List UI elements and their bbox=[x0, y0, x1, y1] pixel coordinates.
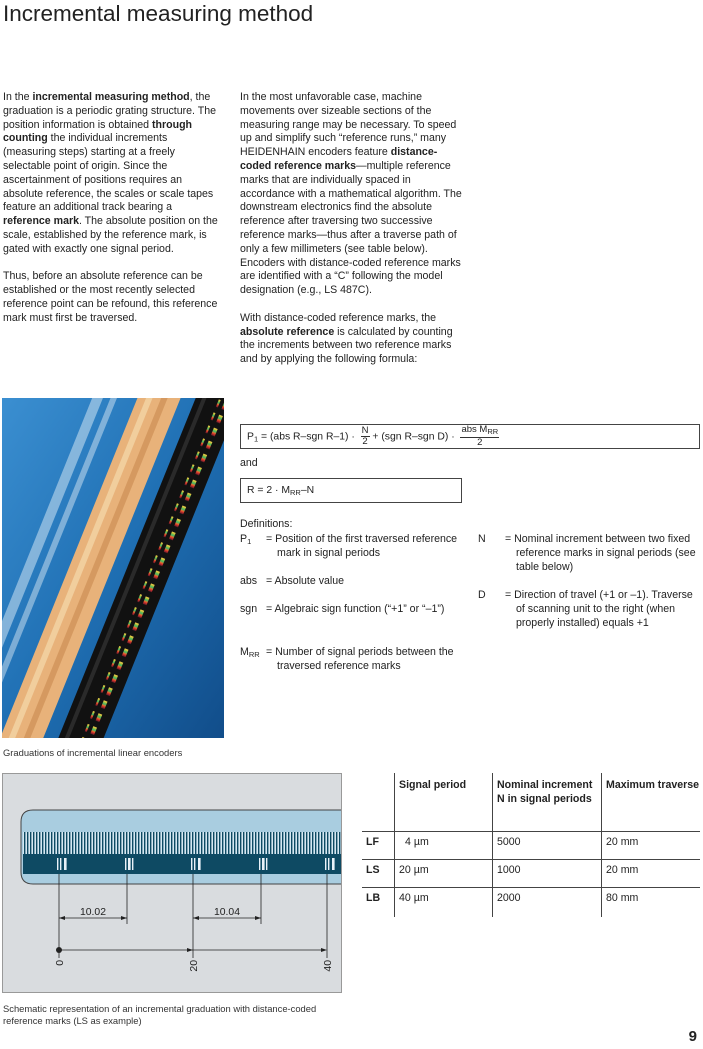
fraction-numerator-sub: RR bbox=[487, 427, 499, 436]
definition-term bbox=[240, 646, 260, 662]
traverse-cell: 20 mm bbox=[602, 831, 701, 859]
formula2-term-2: –N bbox=[300, 485, 315, 496]
header-nominal-increment: Nominal increment N in signal periods bbox=[493, 773, 602, 831]
bold-term: absolute reference bbox=[240, 325, 335, 338]
traverse-cell: 20 mm bbox=[602, 859, 701, 887]
definition-sgn bbox=[240, 603, 470, 633]
signal-cell: 40 µm bbox=[395, 887, 493, 917]
definition-term: sgn bbox=[240, 603, 258, 615]
text-run: is calculated by counting the increments between two reference marks and by applying the following formula: bbox=[240, 325, 453, 366]
term-text: M bbox=[240, 646, 249, 658]
definition-desc: = Position of the first traversed reference mark in signal periods bbox=[266, 533, 458, 559]
text-run: In the most unfavorable case, machine movements over sizeable sections of the measuring range may be necessary. To speed up and simplify such “reference runs,” many HEIDENHAIN encoders feature bbox=[240, 91, 457, 159]
table-corner bbox=[362, 773, 395, 831]
definition-d bbox=[478, 589, 700, 647]
axis-label-20: 20 bbox=[189, 960, 200, 972]
signal-cell: 20 µm bbox=[395, 859, 493, 887]
formula2-sub: RR bbox=[290, 488, 301, 497]
definition-abs bbox=[240, 575, 470, 591]
table-row bbox=[362, 831, 700, 859]
text-run: In the bbox=[3, 91, 33, 103]
schematic-svg bbox=[3, 774, 342, 993]
photo-caption: Graduations of incremental linear encoders bbox=[3, 747, 183, 758]
schematic-diagram bbox=[2, 773, 342, 993]
definition-mrr bbox=[240, 646, 470, 676]
fraction-mrr-over-2 bbox=[460, 425, 499, 448]
definition-term: D bbox=[478, 589, 486, 601]
model-cell: LF bbox=[362, 831, 395, 859]
reference-mark-paragraph: Thus, before an absolute reference can be established or the most recently selected reference point can be refound, this reference mark must first be traversed. bbox=[3, 270, 218, 324]
fraction-n-over-2 bbox=[361, 426, 370, 447]
definition-p1 bbox=[240, 533, 470, 563]
and-label: and bbox=[240, 457, 258, 469]
model-cell: LS bbox=[362, 859, 395, 887]
formula-position bbox=[240, 424, 700, 449]
text-run: With distance-coded reference marks, the bbox=[240, 311, 437, 324]
header-maximum-traverse: Maximum traverse bbox=[602, 773, 701, 831]
traverse-cell: 80 mm bbox=[602, 887, 701, 917]
intro-paragraph bbox=[3, 91, 221, 257]
text-run: . The absolute position on the scale, established by the reference mark, is gated with exactly one signal period. bbox=[3, 215, 218, 255]
schematic-caption: Schematic representation of an incremental graduation with distance-coded reference marks (LS as example) bbox=[3, 1003, 317, 1026]
bold-term: reference mark bbox=[3, 215, 79, 228]
text-run: —multiple reference marks that are individually spaced in accordance with a mathematical algorithm. The downstream electronics find the absolute reference after traversing two successive reference marks—thus after a traverse path of only a few millimeters (see table below). Encoders with distance-coded reference marks are identified with a “C” following the model designation (e.g., LS 487C). bbox=[240, 159, 462, 297]
table-row bbox=[362, 859, 700, 887]
definition-term bbox=[240, 533, 251, 549]
text-run: , the graduation is a periodic grating structure. The position information is obtained bbox=[3, 91, 216, 131]
definition-desc: = Direction of travel (+1 or –1). Traverse of scanning unit to the right (when properly installed) equals +1 bbox=[505, 589, 693, 629]
nominal-cell: 2000 bbox=[493, 887, 602, 917]
formula2-term-1: R = 2 · M bbox=[247, 485, 291, 496]
table-row bbox=[362, 887, 700, 917]
fraction-numerator-text: abs M bbox=[461, 424, 488, 435]
axis-label-40: 40 bbox=[323, 960, 334, 972]
dimension-label-1: 10.02 bbox=[79, 907, 107, 918]
distance-coded-column bbox=[240, 91, 462, 367]
bold-term: incremental measuring method bbox=[32, 91, 190, 103]
page-number: 9 bbox=[688, 1028, 697, 1045]
formula-r bbox=[240, 478, 462, 503]
axis-label-0: 0 bbox=[55, 960, 66, 966]
definition-desc: = Nominal increment between two fixed reference marks in signal periods (see table below) bbox=[505, 533, 696, 573]
intro-column bbox=[3, 91, 221, 326]
signal-cell: 4 µm bbox=[395, 831, 493, 859]
term-text: P bbox=[240, 533, 248, 545]
model-cell: LB bbox=[362, 887, 395, 917]
definition-desc: = Algebraic sign function (“+1” or “–1”) bbox=[266, 603, 445, 615]
term-sub: RR bbox=[248, 650, 260, 659]
definition-term: N bbox=[478, 533, 486, 545]
nominal-cell: 1000 bbox=[493, 859, 602, 887]
graduation-photo-image bbox=[2, 398, 224, 738]
bold-term: distance-coded reference marks bbox=[240, 146, 438, 172]
formula-term-2: + (sgn R–sgn D) · bbox=[369, 431, 458, 443]
bold-term: through counting bbox=[3, 118, 193, 145]
term-sub: 1 bbox=[247, 537, 252, 546]
graduation-photo bbox=[2, 398, 224, 738]
page-title: Incremental measuring method bbox=[3, 1, 314, 26]
definitions-heading: Definitions: bbox=[240, 518, 293, 530]
specification-table bbox=[362, 773, 700, 917]
distance-coded-paragraph bbox=[240, 91, 462, 298]
dimension-label-2: 10.04 bbox=[213, 907, 241, 918]
nominal-cell: 5000 bbox=[493, 831, 602, 859]
definition-n bbox=[478, 533, 700, 577]
formula-lhs: P bbox=[247, 431, 254, 443]
table-header-row bbox=[362, 773, 700, 831]
header-signal-period: Signal period bbox=[395, 773, 493, 831]
absolute-reference-paragraph bbox=[240, 312, 462, 367]
definition-desc: = Absolute value bbox=[266, 575, 345, 587]
fraction-numerator: N bbox=[361, 425, 369, 436]
formula-term-1: = (abs R–sgn R–1) · bbox=[258, 431, 358, 443]
definition-desc: = Number of signal periods between the traversed reference marks bbox=[266, 646, 454, 672]
definition-term: abs bbox=[240, 575, 258, 587]
text-run: the individual increments (measuring steps) starting at a freely selectable point of origin. Since the ascertainment of positions requires an absolute reference, the scales or scale tapes feature an additional track bearing a bbox=[3, 132, 214, 214]
fraction-denominator: 2 bbox=[362, 436, 368, 447]
fraction-denominator: 2 bbox=[477, 437, 483, 448]
formula-lhs-sub: 1 bbox=[253, 434, 259, 444]
